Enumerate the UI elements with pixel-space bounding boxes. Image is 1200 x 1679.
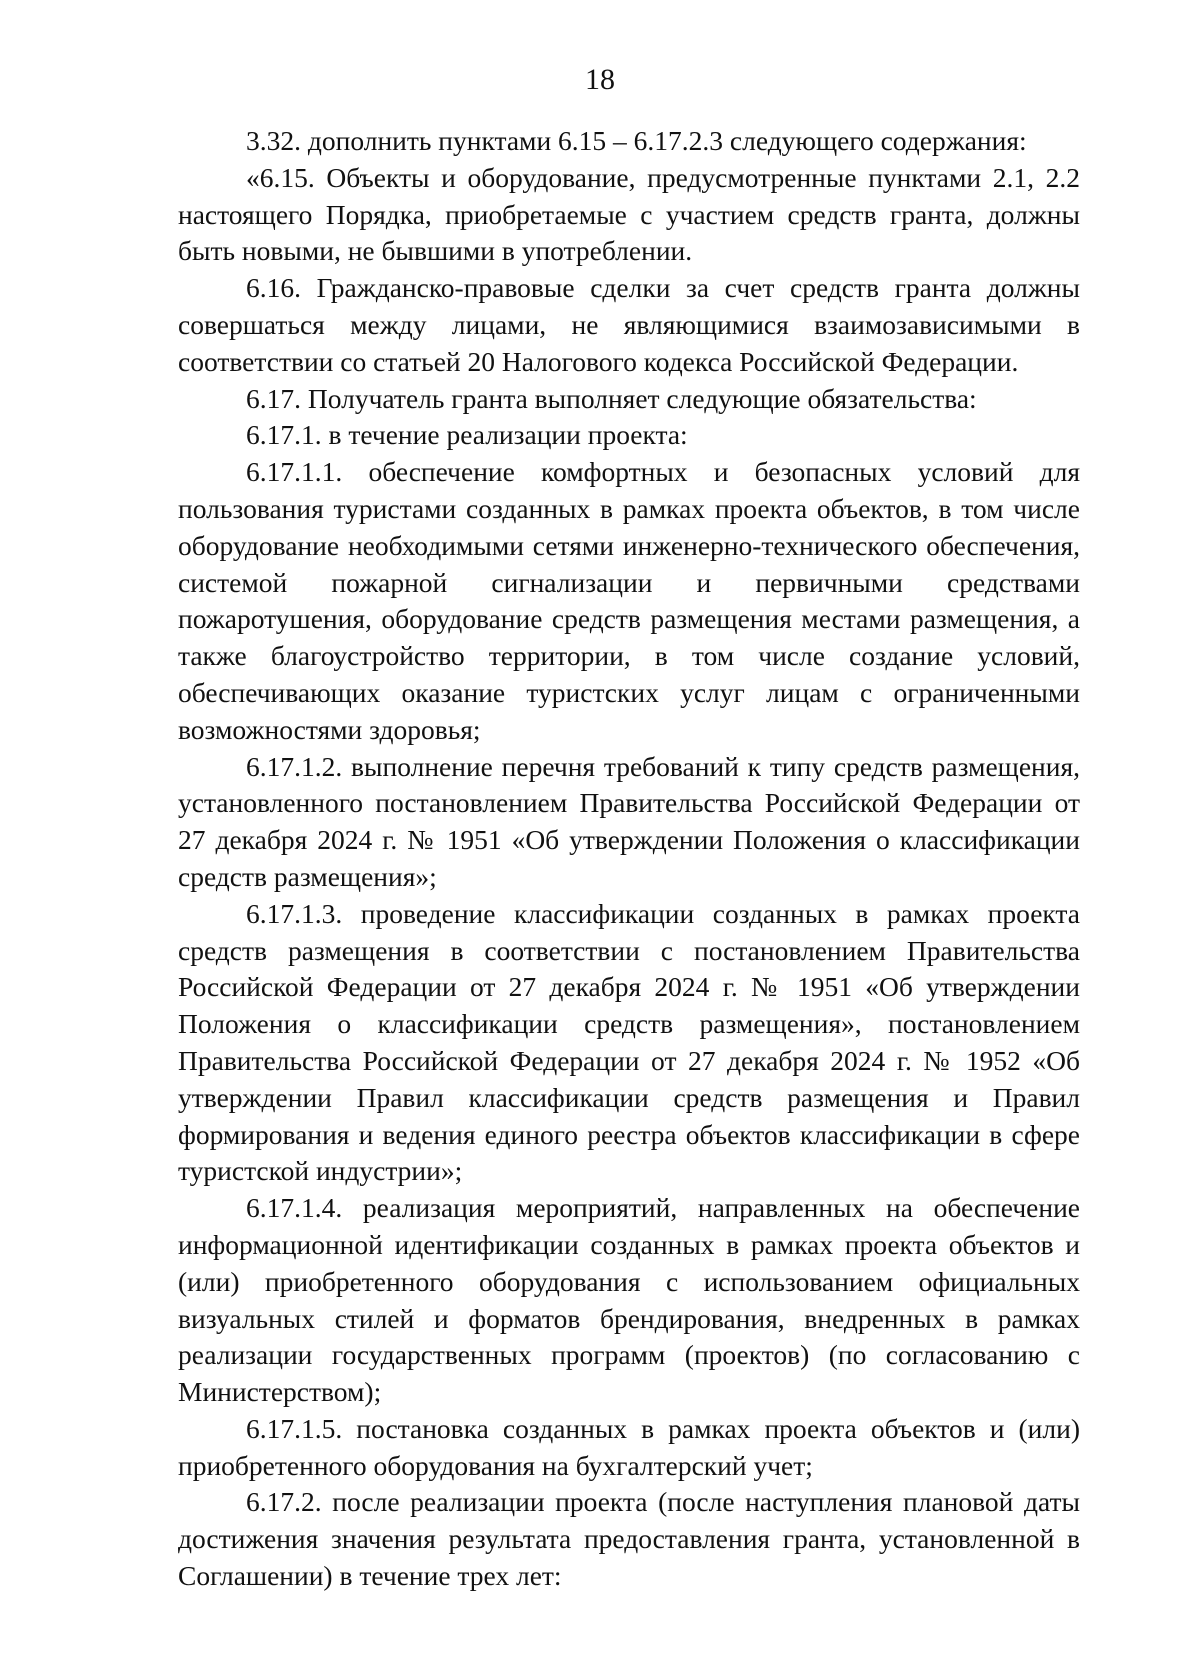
paragraph-6-17-2: 6.17.2. после реализации проекта (после наступления плановой даты достижения значения результата предоставления гранта, установленной в Соглашении) в течение трех лет: [178,1486,1080,1592]
paragraph-6-17-1-4: 6.17.1.4. реализация мероприятий, направленных на обеспечение информационной идентификации созданных в рамках проекта объектов и (или) приобретенного оборудования с использованием официальных визуальных стилей и форматов брендирования, внедренных в рамках реализации государственных программ (проектов) (по согласованию с Министерством); [178,1192,1080,1408]
paragraph-3-32: 3.32. дополнить пунктами 6.15 – 6.17.2.3 следующего содержания: [246,125,1027,156]
paragraph-6-17-1-1: 6.17.1.1. обеспечение комфортных и безопасных условий для пользования туристами созданных в рамках проекта объектов, в том числе оборудование необходимыми сетями инженерно-технического обеспечения, системой пожарной сигнализации и первичными средствами пожаротушения, оборудование средств размещения местами размещения, а также благоустройство территории, в том числе создание условий, обеспечивающих оказание туристских услуг лицам с ограниченными возможностями здоровья; [178,456,1080,745]
document-body [178,123,1080,1595]
paragraph-6-17-1: 6.17.1. в течение реализации проекта: [246,419,688,451]
paragraph-6-17-1-5: 6.17.1.5. постановка созданных в рамках проекта объектов и (или) приобретенного оборудования на бухгалтерский учет; [178,1412,1080,1481]
paragraph-6-17-1-2: 6.17.1.2. выполнение перечня требований к типу средств размещения, установленного постановлением Правительства Российской Федерации от 27 декабря 2024 г. № 1951 «Об утверждении Положения о классификации средств размещения»; [178,750,1080,892]
page-number: 18 [585,63,615,96]
paragraph-6-15: «6.15. Объекты и оборудование, предусмотренные пунктами 2.1, 2.2 настоящего Порядка, приобретаемые с участием средств гранта, должны быть новыми, не бывшими в употреблении. [178,161,1080,267]
paragraph-6-17-1-3: 6.17.1.3. проведение классификации созданных в рамках проекта средств размещения в соответствии с постановлением Правительства Российской Федерации от 27 декабря 2024 г. № 1951 «Об утверждении Положения о классификации средств размещения», постановлением Правительства Российской Федерации от 27 декабря 2024 г. № 1952 «Об утверждении Правил классификации средств размещения и Правил формирования и ведения единого реестра объектов классификации в сфере туристской индустрии»; [178,897,1080,1187]
paragraph-6-17: 6.17. Получатель гранта выполняет следующие обязательства: [246,382,977,414]
paragraph-6-16: 6.16. Гражданско-правовые сделки за счет средств гранта должны совершаться между лицами, не являющимися взаимозависимыми в соответствии со статьей 20 Налогового кодекса Российской Федерации. [178,272,1080,377]
